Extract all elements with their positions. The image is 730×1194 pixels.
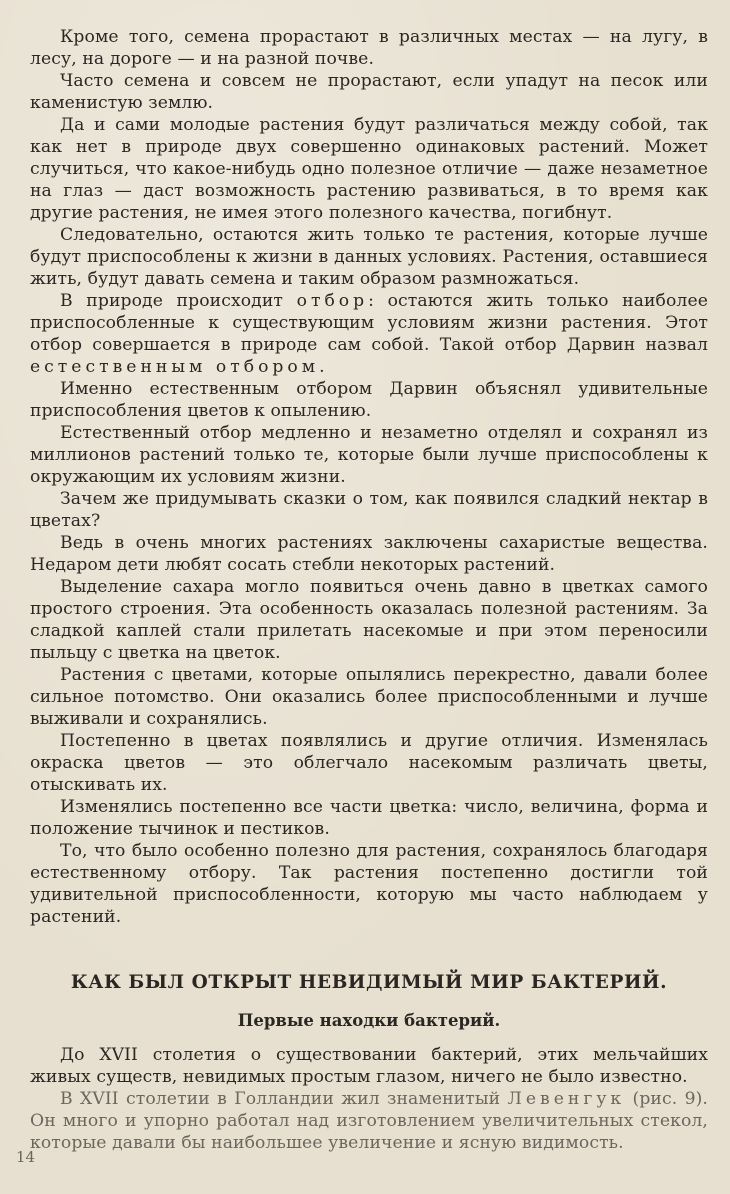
paragraph: До XVII столетия о существовании бактерий, этих мельчайших живых существ, невидимых простым глазом, ничего не было известно. xyxy=(30,1045,708,1087)
text-fragment: (рис. 9). Он много и упорно работал над изготовлением увеличительных стекол, которые давали бы наибольшее увеличение и ясную видимость. xyxy=(30,1089,708,1153)
selection-paragraph xyxy=(30,290,708,378)
paragraph: Да и сами молодые растения будут различаться между собой, так как нет в природе двух совершенно одинаковых растений. Может случиться, что какое-нибудь одно полезное отличие — даже незаметное на глаз — даст возможность растению развиваться, в то время как другие растения, не имея этого полезного качества, погибнут. xyxy=(30,115,708,223)
paragraph: Выделение сахара могло появиться очень давно в цветках самого простого строения. Эта особенность оказалась полезной растениям. За сладкой каплей стали прилетать насекомые и при этом переносили пыльцу с цветка на цветок. xyxy=(30,577,708,663)
paragraph: Кроме того, семена прорастают в различных местах — на лугу, в лесу, на дороге — и на разной почве. xyxy=(30,27,708,69)
text-fragment: В XVII столетии в Голландии жил знаменитый xyxy=(60,1089,508,1109)
leeuwenhoek-paragraph xyxy=(30,1088,708,1154)
paragraph: Ведь в очень многих растениях заключены сахаристые вещества. Недаром дети любят сосать стебли некоторых растений. xyxy=(30,533,708,575)
paragraph: Часто семена и совсем не прорастают, если упадут на песок или каменистую землю. xyxy=(30,71,708,113)
section-heading: КАК БЫЛ ОТКРЫТ НЕВИДИМЫЙ МИР БАКТЕРИЙ. xyxy=(70,972,668,993)
paragraph: Следовательно, остаются жить только те растения, которые лучше будут приспособлены к жизни в данных условиях. Растения, оставшиеся жить, будут давать семена и таким образом размножаться. xyxy=(30,225,708,289)
paragraph: То, что было особенно полезно для растения, сохранялось благодаря естественному отбору. Так растения постепенно достигли той удивительной приспособленности, которую мы часто наблюдаем у растений. xyxy=(30,841,708,927)
emphasized-term: отбор xyxy=(296,291,369,311)
text-fragment: . xyxy=(319,357,325,377)
page-number: 14 xyxy=(16,1148,36,1166)
section-subheading: Первые находки бактерий. xyxy=(237,1011,501,1030)
emphasized-name: Левенгук xyxy=(507,1089,626,1109)
paragraph: Постепенно в цветах появлялись и другие отличия. Изменялась окраска цветов — это облегчало насекомым различать цветы, отыскивать их. xyxy=(30,731,708,795)
paragraph: Изменялись постепенно все части цветка: число, величина, форма и положение тычинок и пестиков. xyxy=(30,797,708,839)
paragraph: Естественный отбор медленно и незаметно отделял и сохранял из миллионов растений только те, которые были лучше приспособлены к окружающим их условиям жизни. xyxy=(30,423,708,487)
paragraph: Зачем же придумывать сказки о том, как появился сладкий нектар в цветах? xyxy=(30,489,708,531)
text-fragment: : остаются жить только наиболее приспособленные к существующим условиям жизни растения. Этот отбор совершается в природе сам собой. Такой отбор Дарвин назвал xyxy=(30,291,708,355)
paragraph: Именно естественным отбором Дарвин объяснял удивительные приспособления цветов к опылению. xyxy=(30,379,708,421)
emphasized-term: естественным отбором xyxy=(30,357,320,377)
paragraph: Растения с цветами, которые опылялись перекрестно, давали более сильное потомство. Они оказались более приспособленными и лучше выживали и сохранялись. xyxy=(30,665,708,729)
text-fragment: В природе происходит xyxy=(60,291,297,311)
